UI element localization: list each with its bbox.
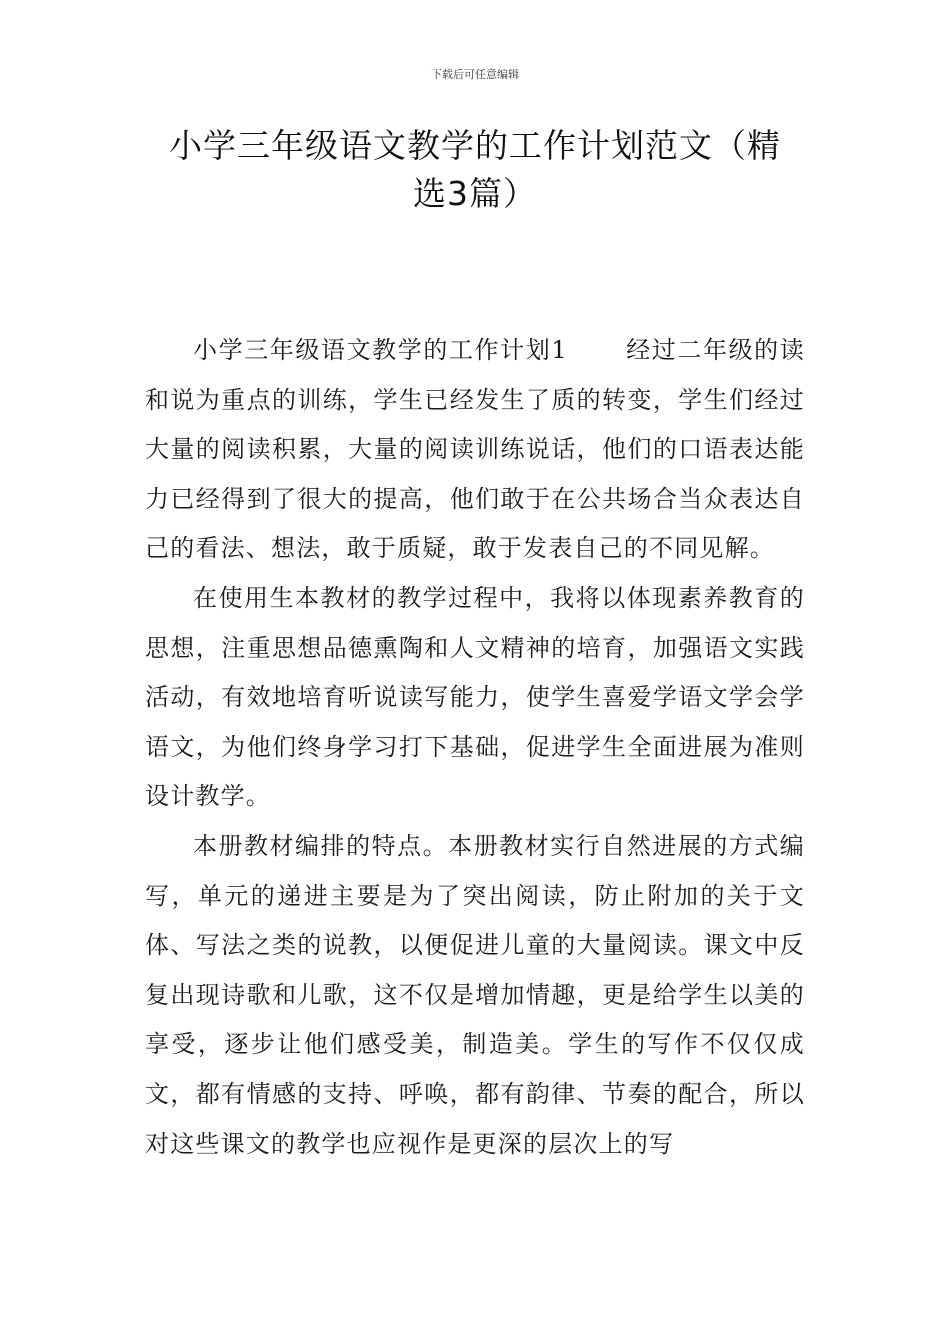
- paragraph-1-text: 经过二年级的读和说为重点的训练，学生已经发生了质的转变，学生们经过大量的阅读积累，大量的阅读训练说话，他们的口语表达能力已经得到了很大的提高，他们敢于在公共场合当众表达自己的看法、想法，敢于质疑，敢于发表自己的不同见解。: [145, 336, 805, 563]
- paragraph-1: [145, 326, 805, 574]
- document-body: [145, 326, 805, 1169]
- paragraph-3: 本册教材编排的特点。本册教材实行自然进展的方式编写，单元的递进主要是为了突出阅读，防止附加的关于文体、写法之类的说教，以便促进儿童的大量阅读。课文中反复出现诗歌和儿歌，这不仅是增加情趣，更是给学生以美的享受，逐步让他们感受美，制造美。学生的写作不仅仅成文，都有情感的支持、呼唤，都有韵律、节奏的配合，所以对这些课文的教学也应视作是更深的层次上的写: [145, 831, 805, 1158]
- title-line-1: 小学三年级语文教学的工作计划范文（精: [169, 126, 781, 165]
- section-heading: 小学三年级语文教学的工作计划1: [193, 336, 568, 364]
- header-note: 下载后可任意编辑: [431, 68, 519, 81]
- document-title: [145, 122, 805, 218]
- paragraph-2: 在使用生本教材的教学过程中，我将以体现素养教育的思想，注重思想品德熏陶和人文精神的培育，加强语文实践活动，有效地培育听说读写能力，使学生喜爱学语文学会学语文，为他们终身学习打下基础，促进学生全面进展为准则设计教学。: [145, 583, 805, 811]
- title-line-2: 选3篇）: [413, 174, 537, 213]
